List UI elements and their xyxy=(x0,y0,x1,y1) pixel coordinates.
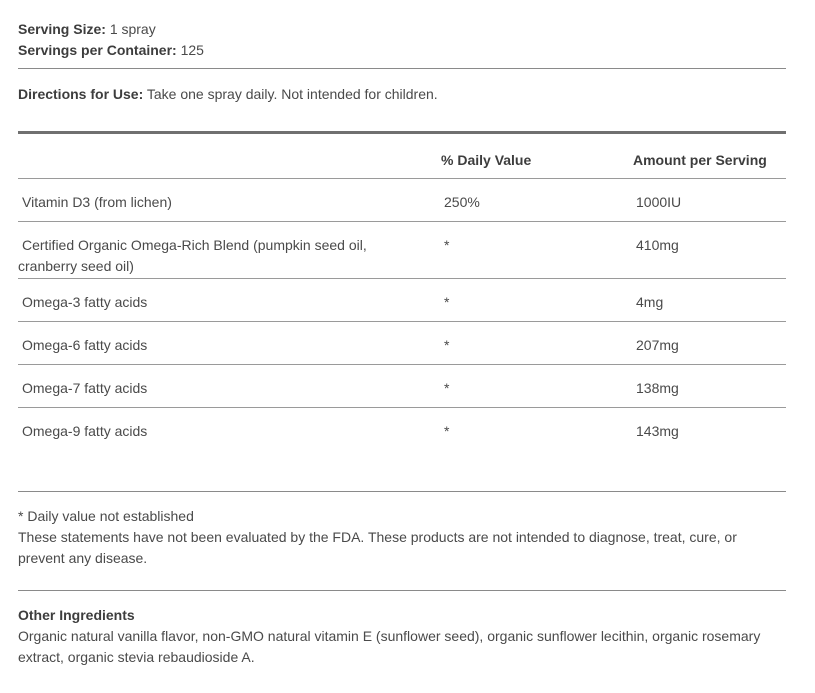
amount: 143mg xyxy=(636,423,679,439)
ingredient-name: Omega-9 fatty acids xyxy=(22,423,148,439)
amount: 4mg xyxy=(636,294,664,310)
row-divider xyxy=(18,364,786,365)
other-ingredients-text: Organic natural vanilla flavor, non-GMO natural vitamin E (sunflower seed), organic sunflower lecithin, organic rosemary extract, organic stevia rebaudioside A. xyxy=(18,628,761,665)
divider xyxy=(18,68,786,69)
other-ingredients-heading: Other Ingredients xyxy=(18,607,135,623)
row-divider xyxy=(18,278,786,279)
ingredient-name: Omega-3 fatty acids xyxy=(22,294,148,310)
ingredient-name: Omega-7 fatty acids xyxy=(22,380,148,396)
directions-label: Directions for Use: xyxy=(18,86,144,102)
ingredient-name-continued: cranberry seed oil) xyxy=(18,258,134,274)
daily-value: * xyxy=(444,294,450,310)
amount: 1000IU xyxy=(636,194,682,210)
table-top-border xyxy=(18,131,786,134)
daily-value: * xyxy=(444,237,450,253)
serving-size-label: Serving Size: xyxy=(18,21,106,37)
servings-per-container-value: 125 xyxy=(180,42,204,58)
amount: 138mg xyxy=(636,380,679,396)
header-amount: Amount per Serving xyxy=(633,152,767,168)
directions xyxy=(18,86,438,103)
serving-size xyxy=(18,21,156,38)
daily-value-note: * Daily value not established xyxy=(18,508,194,524)
amount: 410mg xyxy=(636,237,679,253)
row-divider xyxy=(18,178,786,179)
servings-per-container-label: Servings per Container: xyxy=(18,42,177,58)
ingredient-name: Omega-6 fatty acids xyxy=(22,337,148,353)
amount: 207mg xyxy=(636,337,679,353)
row-divider xyxy=(18,221,786,222)
daily-value: * xyxy=(444,423,450,439)
directions-text: Take one spray daily. Not intended for children. xyxy=(146,86,438,102)
divider xyxy=(18,590,786,591)
servings-per-container xyxy=(18,42,204,59)
row-divider xyxy=(18,321,786,322)
header-daily-value: % Daily Value xyxy=(441,152,532,168)
ingredient-name: Certified Organic Omega-Rich Blend (pumpkin seed oil, xyxy=(22,237,367,253)
ingredient-name: Vitamin D3 (from lichen) xyxy=(22,194,172,210)
daily-value: 250% xyxy=(444,194,480,210)
fda-statement: These statements have not been evaluated by the FDA. These products are not intended to diagnose, treat, cure, or prevent any disease. xyxy=(18,529,737,566)
daily-value: * xyxy=(444,337,450,353)
row-divider xyxy=(18,407,786,408)
daily-value: * xyxy=(444,380,450,396)
serving-size-value: 1 spray xyxy=(109,21,156,37)
table-bottom-border xyxy=(18,491,786,492)
